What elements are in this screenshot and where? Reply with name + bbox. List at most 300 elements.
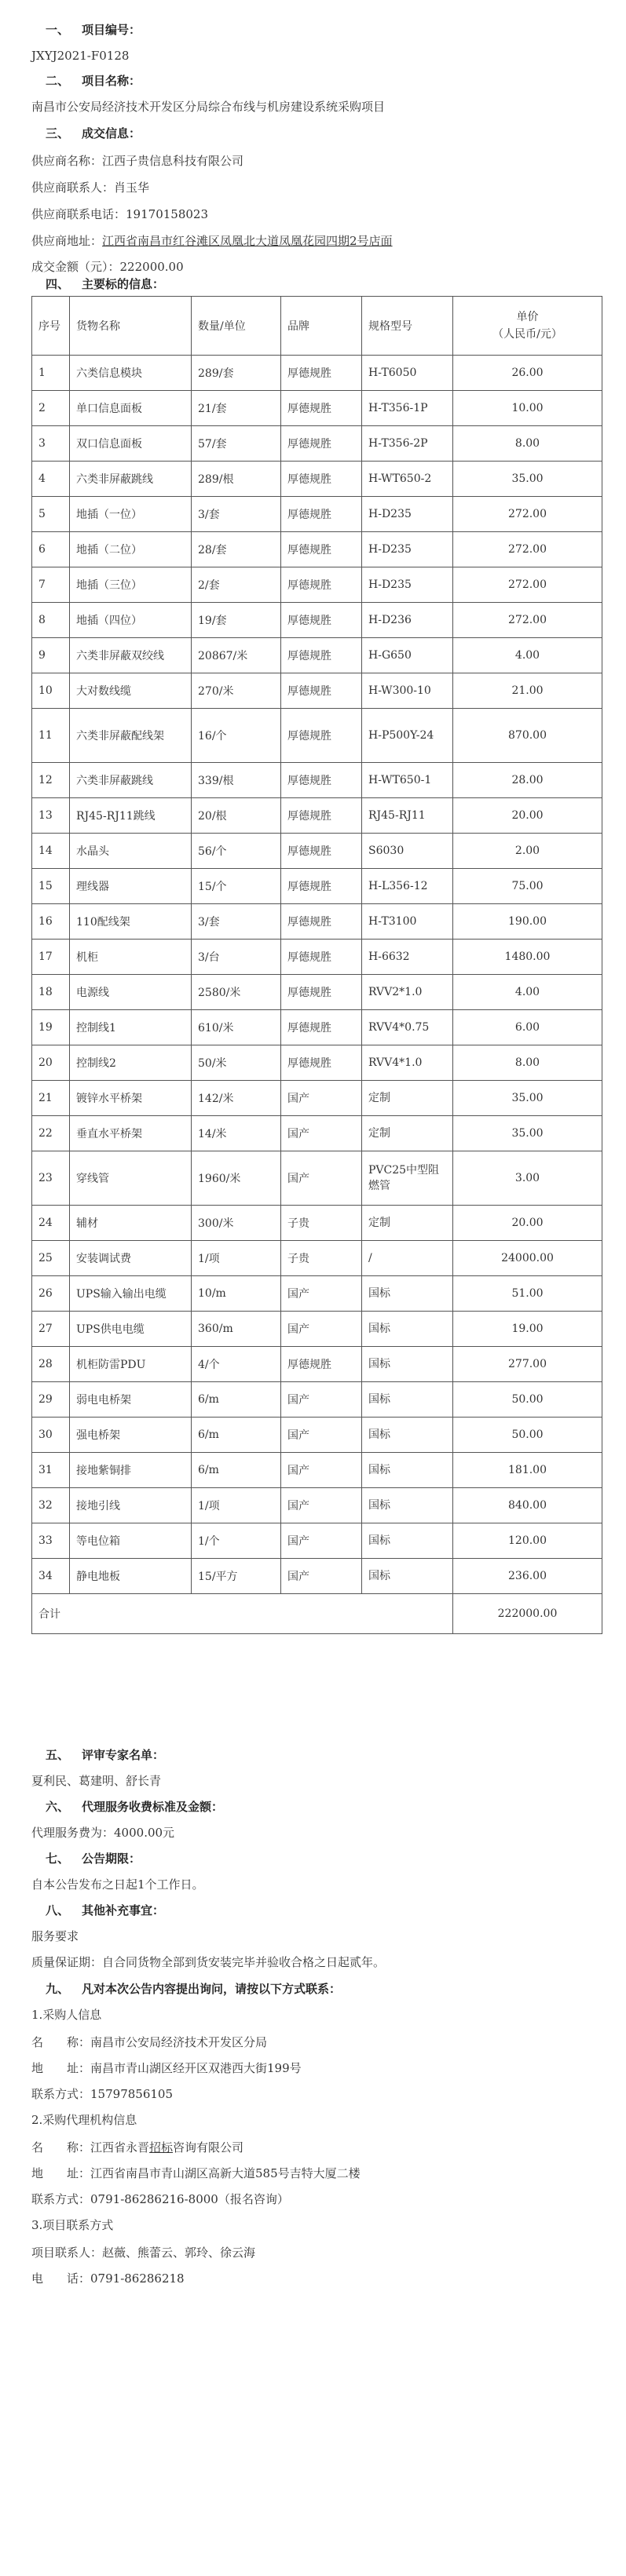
cell-qty: 1/个 [192,1523,281,1559]
table-row [32,356,602,391]
cell-seq: 24 [32,1206,70,1241]
cell-name: 机柜防雷PDU [70,1347,192,1382]
cell-brand: 国产 [281,1559,362,1594]
cell-seq: 6 [32,532,70,567]
cell-qty: 3/台 [192,940,281,975]
agency-contact-label: 联系方式： [31,2192,91,2206]
goods-table-body [32,356,602,1634]
cell-qty: 20/根 [192,798,281,834]
section1-title: 项目编号： [82,23,141,37]
cell-name: 地插（二位） [70,532,192,567]
cell-seq: 33 [32,1523,70,1559]
table-header-row [32,297,602,356]
purchaser-contact-line [31,2086,173,2102]
cell-name: 水晶头 [70,834,192,869]
cell-qty: 300/米 [192,1206,281,1241]
purchaser-address-line [31,2060,302,2076]
cell-qty: 6/m [192,1382,281,1418]
table-row [32,462,602,497]
cell-name: RJ45-RJ11跳线 [70,798,192,834]
section8-title: 其他补充事宜： [82,1903,165,1917]
section3-title: 成交信息： [82,126,141,140]
cell-name: 电源线 [70,975,192,1010]
cell-name: 地插（三位） [70,567,192,603]
cell-model: H-T356-2P [362,426,453,462]
cell-brand: 厚德规胜 [281,567,362,603]
header-qty: 数量/单位 [192,297,281,356]
cell-name: 接地引线 [70,1488,192,1523]
header-price-line2: （人民币/元） [492,328,562,341]
purchaser-address: 南昌市青山湖区经开区双港西大街199号 [90,2061,302,2075]
purchaser-name: 南昌市公安局经济技术开发区分局 [90,2035,268,2049]
cell-brand: 厚德规胜 [281,673,362,709]
agency-fee: 4000.00元 [114,1826,175,1840]
cell-seq: 13 [32,798,70,834]
deal-amount-label: 成交金额（元）： [31,260,120,274]
purchaser-contact: 15797856105 [90,2087,173,2101]
section7-num: 七、 [46,1852,70,1866]
cell-price: 181.00 [453,1453,602,1488]
cell-seq: 25 [32,1241,70,1276]
cell-price: 21.00 [453,673,602,709]
cell-name: 地插（一位） [70,497,192,532]
cell-price: 272.00 [453,532,602,567]
cell-name: 辅材 [70,1206,192,1241]
section8-num: 八、 [46,1903,70,1917]
cell-qty: 289/根 [192,462,281,497]
cell-name: 地插（四位） [70,603,192,638]
cell-price: 8.00 [453,1045,602,1081]
header-price-line1: 单价 [516,311,539,323]
section2-title: 项目名称： [82,74,141,88]
cell-price: 272.00 [453,497,602,532]
cell-price: 120.00 [453,1523,602,1559]
cell-name: 镀锌水平桥架 [70,1081,192,1116]
supplier-address: 江西省南昌市红谷滩区凤凰北大道凤凰花园四期2号店面 [102,234,393,248]
cell-price: 19.00 [453,1312,602,1347]
cell-name: 弱电电桥架 [70,1382,192,1418]
cell-price: 35.00 [453,1116,602,1151]
cell-qty: 6/m [192,1453,281,1488]
cell-brand: 厚德规胜 [281,834,362,869]
table-row [32,1116,602,1151]
cell-brand: 厚德规胜 [281,763,362,798]
cell-price: 35.00 [453,462,602,497]
cell-price: 50.00 [453,1382,602,1418]
cell-seq: 15 [32,869,70,904]
section4-num: 四、 [46,277,70,291]
cell-model: H-D235 [362,497,453,532]
cell-seq: 1 [32,356,70,391]
cell-name: 110配线架 [70,904,192,940]
supplier-name-line [31,153,243,169]
cell-brand: 国产 [281,1116,362,1151]
cell-qty: 142/米 [192,1081,281,1116]
cell-seq: 14 [32,834,70,869]
cell-seq: 27 [32,1312,70,1347]
cell-qty: 16/个 [192,709,281,763]
cell-model: RVV2*1.0 [362,975,453,1010]
supplier-contact-line [31,180,149,195]
cell-seq: 4 [32,462,70,497]
cell-model: 国标 [362,1488,453,1523]
cell-seq: 11 [32,709,70,763]
section2-heading [46,73,141,89]
deal-amount-line [31,259,184,275]
section3-num: 三、 [46,126,70,140]
cell-name: 安装调试费 [70,1241,192,1276]
table-row [32,1488,602,1523]
cell-model: H-T6050 [362,356,453,391]
service-requirements: 服务要求 [31,1929,79,1943]
cell-seq: 22 [32,1116,70,1151]
cell-model: H-T356-1P [362,391,453,426]
cell-seq: 3 [32,426,70,462]
supplier-address-label: 供应商地址： [31,234,103,248]
cell-qty: 289/套 [192,356,281,391]
cell-seq: 29 [32,1382,70,1418]
cell-brand: 国产 [281,1151,362,1206]
cell-seq: 21 [32,1081,70,1116]
agency-name-label: 名 称： [31,2140,91,2155]
section6-heading [46,1799,223,1815]
cell-model: RVV4*0.75 [362,1010,453,1045]
cell-seq: 28 [32,1347,70,1382]
cell-seq: 7 [32,567,70,603]
cell-name: 强电桥架 [70,1418,192,1453]
cell-seq: 19 [32,1010,70,1045]
table-row [32,567,602,603]
cell-price: 272.00 [453,567,602,603]
section8-heading [46,1903,164,1918]
cell-price: 277.00 [453,1347,602,1382]
table-row [32,1559,602,1594]
section6-num: 六、 [46,1800,70,1814]
cell-price: 10.00 [453,391,602,426]
cell-model: 国标 [362,1453,453,1488]
cell-qty: 3/套 [192,904,281,940]
table-row [32,1276,602,1312]
cell-name: 等电位箱 [70,1523,192,1559]
cell-model: RJ45-RJ11 [362,798,453,834]
cell-price: 190.00 [453,904,602,940]
cell-brand: 厚德规胜 [281,603,362,638]
cell-brand: 厚德规胜 [281,1045,362,1081]
cell-model: H-T3100 [362,904,453,940]
project-name: 南昌市公安局经济技术开发区分局综合布线与机房建设系统采购项目 [31,100,386,114]
cell-model: RVV4*1.0 [362,1045,453,1081]
table-row [32,1453,602,1488]
cell-name: 六类非屏蔽跳线 [70,462,192,497]
cell-brand: 子贵 [281,1241,362,1276]
agency-address: 江西省南昌市青山湖区高新大道585号吉特大厦二楼 [90,2166,361,2180]
cell-model: H-WT650-2 [362,462,453,497]
header-name: 货物名称 [70,297,192,356]
cell-brand: 厚德规胜 [281,940,362,975]
cell-qty: 339/根 [192,763,281,798]
cell-qty: 20867/米 [192,638,281,673]
table-row [32,673,602,709]
cell-brand: 国产 [281,1081,362,1116]
table-row [32,798,602,834]
cell-price: 8.00 [453,426,602,462]
purchaser-contact-label: 联系方式： [31,2087,91,2101]
cell-brand: 厚德规胜 [281,462,362,497]
cell-price: 28.00 [453,763,602,798]
cell-qty: 57/套 [192,426,281,462]
agency-contact: 0791-86286216-8000（报名咨询） [90,2192,289,2206]
cell-price: 840.00 [453,1488,602,1523]
supplier-phone: 19170158023 [126,207,208,221]
cell-name: UPS输入输出电缆 [70,1276,192,1312]
cell-model: 国标 [362,1559,453,1594]
cell-model: 定制 [362,1116,453,1151]
cell-brand: 厚德规胜 [281,391,362,426]
supplier-contact-label: 供应商联系人： [31,181,115,195]
cell-qty: 2580/米 [192,975,281,1010]
deal-amount: 222000.00 [119,260,184,274]
cell-model: H-D236 [362,603,453,638]
section4-heading [46,276,164,292]
table-row [32,1151,602,1206]
project-contact-label: 项目联系人： [31,2246,103,2260]
cell-name: 穿线管 [70,1151,192,1206]
cell-model: 国标 [362,1312,453,1347]
section9-num: 九、 [46,1982,70,1996]
notice-period: 自本公告发布之日起1个工作日。 [31,1877,204,1892]
purchaser-name-label: 名 称： [31,2035,91,2049]
cell-brand: 厚德规胜 [281,904,362,940]
table-row [32,426,602,462]
cell-brand: 国产 [281,1276,362,1312]
cell-model: 国标 [362,1382,453,1418]
cell-qty: 15/个 [192,869,281,904]
table-row [32,763,602,798]
total-value: 222000.00 [453,1594,602,1634]
cell-seq: 34 [32,1559,70,1594]
cell-model: H-D235 [362,567,453,603]
cell-price: 4.00 [453,638,602,673]
cell-brand: 厚德规胜 [281,497,362,532]
table-row [32,638,602,673]
cell-brand: 国产 [281,1523,362,1559]
cell-brand: 厚德规胜 [281,709,362,763]
cell-name: 控制线2 [70,1045,192,1081]
cell-price: 20.00 [453,1206,602,1241]
cell-brand: 厚德规胜 [281,638,362,673]
cell-seq: 16 [32,904,70,940]
cell-price: 24000.00 [453,1241,602,1276]
cell-brand: 厚德规胜 [281,426,362,462]
cell-model: 国标 [362,1523,453,1559]
cell-qty: 360/m [192,1312,281,1347]
cell-brand: 厚德规胜 [281,356,362,391]
agency-fee-line [31,1825,174,1841]
warranty-text: 质量保证期：自合同货物全部到货安装完毕并验收合格之日起贰年。 [31,1955,386,1969]
agency-contact-line [31,2191,289,2207]
cell-seq: 5 [32,497,70,532]
cell-price: 75.00 [453,869,602,904]
cell-seq: 12 [32,763,70,798]
cell-seq: 23 [32,1151,70,1206]
cell-model: H-P500Y-24 [362,709,453,763]
cell-name: 单口信息面板 [70,391,192,426]
cell-name: 六类非屏蔽跳线 [70,763,192,798]
cell-model: H-W300-10 [362,673,453,709]
cell-qty: 3/套 [192,497,281,532]
cell-price: 2.00 [453,834,602,869]
cell-qty: 19/套 [192,603,281,638]
cell-brand: 国产 [281,1453,362,1488]
project-phone-line [31,2271,185,2286]
cell-brand: 国产 [281,1312,362,1347]
cell-model: H-WT650-1 [362,763,453,798]
supplier-phone-label: 供应商联系电话： [31,207,126,221]
section5-num: 五、 [46,1748,70,1762]
cell-name: 机柜 [70,940,192,975]
purchaser-name-line [31,2034,267,2050]
cell-brand: 厚德规胜 [281,798,362,834]
table-row [32,904,602,940]
cell-name: 双口信息面板 [70,426,192,462]
cell-price: 35.00 [453,1081,602,1116]
table-row [32,709,602,763]
purchaser-title: 1.采购人信息 [31,2008,102,2022]
cell-price: 26.00 [453,356,602,391]
cell-model: 定制 [362,1081,453,1116]
table-total-row [32,1594,602,1634]
project-number: JXYJ2021-F0128 [31,49,130,63]
cell-brand: 厚德规胜 [281,532,362,567]
table-row [32,869,602,904]
cell-brand: 国产 [281,1382,362,1418]
cell-price: 6.00 [453,1010,602,1045]
cell-name: 六类非屏蔽配线架 [70,709,192,763]
table-row [32,1347,602,1382]
cell-qty: 28/套 [192,532,281,567]
table-row [32,391,602,426]
cell-qty: 15/平方 [192,1559,281,1594]
cell-brand: 厚德规胜 [281,869,362,904]
cell-price: 1480.00 [453,940,602,975]
cell-seq: 26 [32,1276,70,1312]
cell-qty: 270/米 [192,673,281,709]
project-contact: 赵薇、熊蕾云、郭玲、徐云海 [102,2246,256,2260]
table-row [32,834,602,869]
section1-num: 一、 [46,23,70,37]
cell-qty: 6/m [192,1418,281,1453]
total-label: 合计 [32,1594,453,1634]
cell-qty: 1/项 [192,1241,281,1276]
section7-heading [46,1851,141,1866]
cell-brand: 厚德规胜 [281,1347,362,1382]
cell-qty: 56/个 [192,834,281,869]
header-price [453,297,602,356]
agency-name-line [31,2140,243,2155]
cell-name: 理线器 [70,869,192,904]
cell-model: 国标 [362,1347,453,1382]
cell-model: 国标 [362,1418,453,1453]
section7-title: 公告期限： [82,1852,141,1866]
cell-model: H-L356-12 [362,869,453,904]
cell-price: 4.00 [453,975,602,1010]
cell-model: S6030 [362,834,453,869]
cell-price: 236.00 [453,1559,602,1594]
cell-qty: 21/套 [192,391,281,426]
supplier-contact: 肖玉华 [114,181,150,195]
cell-model: 国标 [362,1276,453,1312]
project-phone: 0791-86286218 [90,2271,185,2286]
cell-price: 51.00 [453,1276,602,1312]
cell-seq: 31 [32,1453,70,1488]
cell-seq: 30 [32,1418,70,1453]
cell-qty: 1960/米 [192,1151,281,1206]
cell-model: PVC25中型阻燃管 [362,1151,453,1206]
cell-seq: 10 [32,673,70,709]
cell-qty: 2/套 [192,567,281,603]
cell-brand: 子贵 [281,1206,362,1241]
agency-address-line [31,2166,361,2181]
table-row [32,1523,602,1559]
cell-model: H-D235 [362,532,453,567]
cell-name: 大对数线缆 [70,673,192,709]
cell-seq: 20 [32,1045,70,1081]
project-phone-label: 电 话： [31,2271,91,2286]
agency-name-underlined: 招标 [149,2140,174,2155]
cell-seq: 18 [32,975,70,1010]
cell-seq: 32 [32,1488,70,1523]
cell-price: 20.00 [453,798,602,834]
cell-name: 控制线1 [70,1010,192,1045]
table-row [32,1382,602,1418]
table-row [32,1241,602,1276]
section3-heading [46,126,141,141]
table-row [32,1418,602,1453]
table-row [32,603,602,638]
cell-model: 定制 [362,1206,453,1241]
cell-qty: 1/项 [192,1488,281,1523]
supplier-address-line [31,233,393,249]
cell-name: 接地紫铜排 [70,1453,192,1488]
supplier-phone-line [31,206,208,222]
project-contact-line [31,2245,255,2260]
cell-name: 垂直水平桥架 [70,1116,192,1151]
cell-price: 272.00 [453,603,602,638]
agency-title: 2.采购代理机构信息 [31,2113,137,2127]
cell-price: 870.00 [453,709,602,763]
purchaser-address-label: 地 址： [31,2061,91,2075]
table-row [32,1206,602,1241]
section5-title: 评审专家名单： [82,1748,165,1762]
cell-seq: 9 [32,638,70,673]
cell-qty: 4/个 [192,1347,281,1382]
project-contact-title: 3.项目联系方式 [31,2218,114,2232]
section9-title: 凡对本次公告内容提出询问，请按以下方式联系： [82,1982,342,1996]
cell-qty: 610/米 [192,1010,281,1045]
table-row [32,532,602,567]
section4-title: 主要标的信息： [82,277,165,291]
cell-brand: 国产 [281,1488,362,1523]
cell-qty: 50/米 [192,1045,281,1081]
cell-brand: 国产 [281,1418,362,1453]
table-row [32,1312,602,1347]
cell-name: 六类信息模块 [70,356,192,391]
table-row [32,975,602,1010]
cell-seq: 8 [32,603,70,638]
header-brand: 品牌 [281,297,362,356]
cell-seq: 17 [32,940,70,975]
cell-seq: 2 [32,391,70,426]
